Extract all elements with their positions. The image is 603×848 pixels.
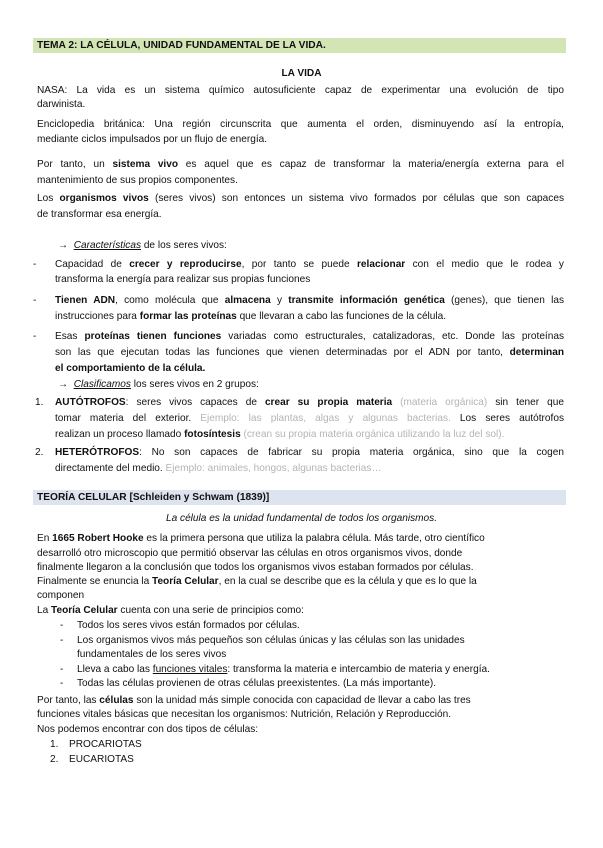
bullet-dash: - bbox=[33, 331, 37, 342]
types-intro: Nos podemos encontrar con dos tipos de células: bbox=[37, 724, 259, 735]
conclusion-line-2: funciones vitales básicas que necesitan los organismos: Nutrición, Relación y Reproducción. bbox=[37, 709, 452, 720]
hooke-line-4: Finalmente se enuncia la Teoría Celular, en la cual se describe que es la célula y que es lo que la bbox=[37, 576, 477, 587]
principle-dash: - bbox=[60, 678, 64, 689]
arrow-right-icon: → bbox=[58, 379, 69, 390]
section-title-la-vida: LA VIDA bbox=[281, 68, 322, 79]
arrow-right-icon: → bbox=[58, 240, 69, 251]
britannica-definition-line-1: Enciclopedia británica: Una región circunscrita que aumenta el orden, disminuyendo así la entropía, bbox=[37, 119, 564, 130]
bullet-2-line-1: Tienen ADN, como molécula que almacena y transmite información genética (genes), que tienen las bbox=[55, 295, 564, 306]
britannica-definition-line-2: mediante ciclos impulsados por un flujo de energía. bbox=[37, 134, 268, 145]
principle-2-line-2: fundamentales de los seres vivos bbox=[77, 649, 227, 660]
principle-dash: - bbox=[60, 620, 64, 631]
teoria-subtitle: La célula es la unidad fundamental de todos los organismos. bbox=[165, 513, 438, 524]
bullet-1-line-1: Capacidad de crecer y reproducirse, por tanto se puede relacionar con el medio que le rodea y bbox=[55, 259, 564, 270]
hooke-line-3: finalmente llegaron a la conclusión que todos los organismos vivos estaban formados por células. bbox=[37, 562, 474, 573]
principle-2-line-1: Los organismos vivos más pequeños son células únicas y las células son las unidades bbox=[77, 635, 465, 646]
autotrofos-line-3: realizan un proceso llamado fotosíntesis (crean su propia materia orgánica utilizando la luz del sol). bbox=[55, 429, 505, 440]
bullet-3-line-3: el comportamiento de la célula. bbox=[55, 363, 206, 374]
sistema-vivo-line-2: mantenimiento de sus propios componentes. bbox=[37, 175, 238, 186]
organismos-vivos-line-1: Los organismos vivos (seres vivos) son entonces un sistema vivo formados por células que son capaces bbox=[37, 193, 564, 204]
sistema-vivo-line-1: Por tanto, un sistema vivo es aquel que es capaz de transformar la materia/energía externa para el bbox=[37, 159, 564, 170]
list-number: 2. bbox=[35, 447, 44, 458]
nasa-definition-line-2: darwinista. bbox=[37, 99, 86, 110]
list-number: 1. bbox=[35, 397, 44, 408]
principle-3: Lleva a cabo las funciones vitales: transforma la materia e intercambio de materia y energía. bbox=[77, 664, 490, 675]
principle-4: Todas las células provienen de otras células preexistentes. (La más importante). bbox=[77, 678, 437, 689]
principle-dash: - bbox=[60, 664, 64, 675]
section-header-teoria-celular: TEORÍA CELULAR [Schleiden y Schwam (1839)] bbox=[33, 490, 566, 505]
nasa-definition-line-1: NASA: La vida es un sistema químico autosuficiente capaz de experimentar una evolución de tipo bbox=[37, 85, 564, 96]
list-number: 1. bbox=[50, 739, 59, 750]
bullet-dash: - bbox=[33, 295, 37, 306]
heterotrofos-line-2: directamente del medio. Ejemplo: animales, hongos, algunas bacterias… bbox=[55, 463, 382, 474]
heterotrofos-line-1: HETERÓTROFOS: No son capaces de fabricar su propia materia orgánica, sino que la cogen bbox=[55, 447, 564, 458]
hooke-line-5: componen bbox=[37, 590, 85, 601]
clasificamos-heading: → Clasificamos los seres vivos en 2 grupos: bbox=[58, 379, 259, 390]
principle-dash: - bbox=[60, 635, 64, 646]
caracteristicas-heading: → Características de los seres vivos: bbox=[58, 240, 227, 251]
bullet-3-line-1: Esas proteínas tienen funciones variadas como estructurales, catalizadoras, etc. Donde las proteínas bbox=[55, 331, 565, 342]
organismos-vivos-line-2: de transformar esa energía. bbox=[37, 209, 162, 220]
hooke-line-1: En 1665 Robert Hooke es la primera persona que utiliza la palabra célula. Más tarde, otro científico bbox=[37, 533, 485, 544]
section-header-tema2: TEMA 2: LA CÉLULA, UNIDAD FUNDAMENTAL DE LA VIDA. bbox=[33, 38, 566, 53]
list-number: 2. bbox=[50, 754, 59, 765]
bullet-2-line-2: instrucciones para formar las proteínas que llevaran a cabo las funciones de la célula. bbox=[55, 311, 447, 322]
principles-intro: La Teoría Celular cuenta con una serie de principios como: bbox=[37, 605, 304, 616]
bullet-1-line-2: transforma la energía para realizar sus propias funciones bbox=[55, 274, 311, 285]
bullet-3-line-2: son las que ejecutan todas las funciones que vienen determinadas por el ADN por tanto, determinan bbox=[55, 347, 564, 358]
principle-1: Todos los seres vivos están formados por células. bbox=[77, 620, 300, 631]
type-procariotas: PROCARIOTAS bbox=[69, 739, 142, 750]
type-eucariotas: EUCARIOTAS bbox=[69, 754, 134, 765]
bullet-dash: - bbox=[33, 259, 37, 270]
hooke-line-2: desarrolló otro microscopio que permitió observar las células en otros organismos vivos, donde bbox=[37, 548, 463, 559]
autotrofos-line-2: tomar materia del exterior. Ejemplo: las plantas, algas y algunas bacterias. Los seres autótrofos bbox=[55, 413, 564, 424]
autotrofos-line-1: AUTÓTROFOS: seres vivos capaces de crear su propia materia (materia orgánica) sin tener que bbox=[55, 397, 564, 408]
conclusion-line-1: Por tanto, las células son la unidad más simple conocida con capacidad de llevar a cabo las tres bbox=[37, 695, 471, 706]
